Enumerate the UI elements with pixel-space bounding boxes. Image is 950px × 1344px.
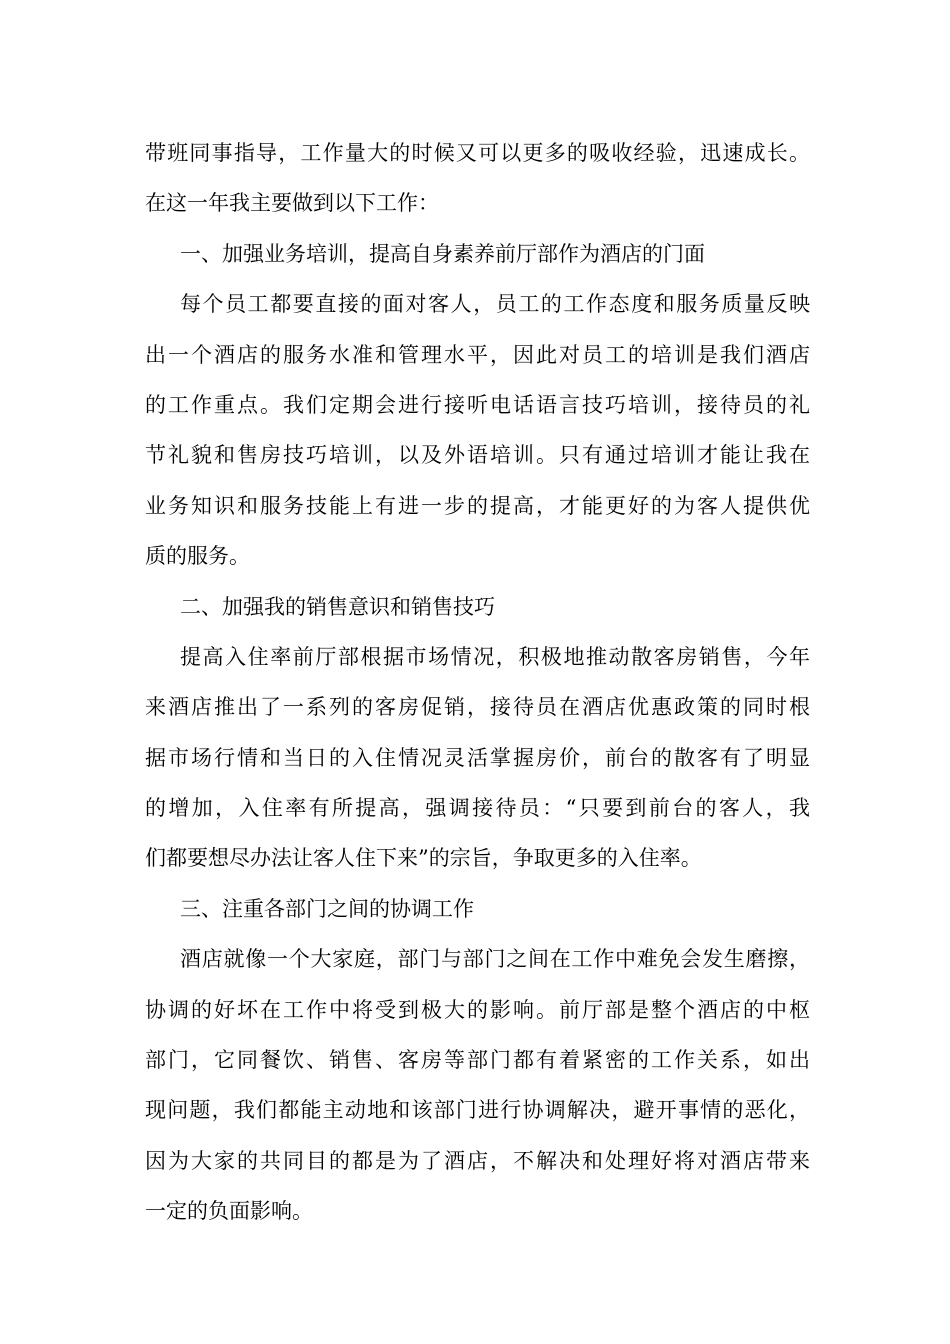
text-line: 部门，它同餐饮、销售、客房等部门都有着紧密的工作关系，如出 (145, 1048, 810, 1073)
text-line: 们都要想尽办法让客人住下来”的宗旨，争取更多的入住率。 (145, 846, 702, 871)
text-line: 提高入住率前厅部根据市场情况，积极地推动散客房销售，今年 (180, 644, 810, 669)
text-line: 现问题，我们都能主动地和该部门进行协调解决，避开事情的恶化， (145, 1098, 810, 1123)
text-line: 来酒店推出了一系列的客房促销，接待员在酒店优惠政策的同时根 (145, 695, 810, 720)
text-line: 质的服务。 (145, 544, 250, 569)
text-line: 每个员工都要直接的面对客人，员工的工作态度和服务质量反映 (180, 292, 810, 317)
text-line: 在这一年我主要做到以下工作： (145, 191, 439, 216)
text-line: 节礼貌和售房技巧培训，以及外语培训。只有通过培训才能让我在 (145, 443, 810, 468)
text-line: 出一个酒店的服务水准和管理水平，因此对员工的培训是我们酒店 (145, 342, 810, 367)
text-line: 协调的好坏在工作中将受到极大的影响。前厅部是整个酒店的中枢 (145, 997, 810, 1022)
section-heading-3: 三、注重各部门之间的协调工作 (180, 896, 474, 921)
text-line: 一定的负面影响。 (145, 1199, 313, 1224)
text-line: 因为大家的共同目的都是为了酒店，不解决和处理好将对酒店带来 (145, 1148, 810, 1173)
text-line: 的工作重点。我们定期会进行接听电话语言技巧培训，接待员的礼 (145, 392, 810, 417)
text-line: 业务知识和服务技能上有进一步的提高，才能更好的为客人提供优 (145, 493, 810, 518)
text-line: 据市场行情和当日的入住情况灵活掌握房价，前台的散客有了明显 (145, 745, 810, 770)
text-line: 酒店就像一个大家庭，部门与部门之间在工作中难免会发生磨擦， (180, 947, 810, 972)
section-heading-1: 一、加强业务培训，提高自身素养前厅部作为酒店的门面 (180, 241, 705, 266)
section-heading-2: 二、加强我的销售意识和销售技巧 (180, 594, 495, 619)
text-line: 带班同事指导，工作量大的时候又可以更多的吸收经验，迅速成长。 (145, 141, 810, 165)
text-line: 的增加，入住率有所提高，强调接待员：“只要到前台的客人，我 (145, 796, 810, 821)
body-text (145, 128, 810, 1237)
